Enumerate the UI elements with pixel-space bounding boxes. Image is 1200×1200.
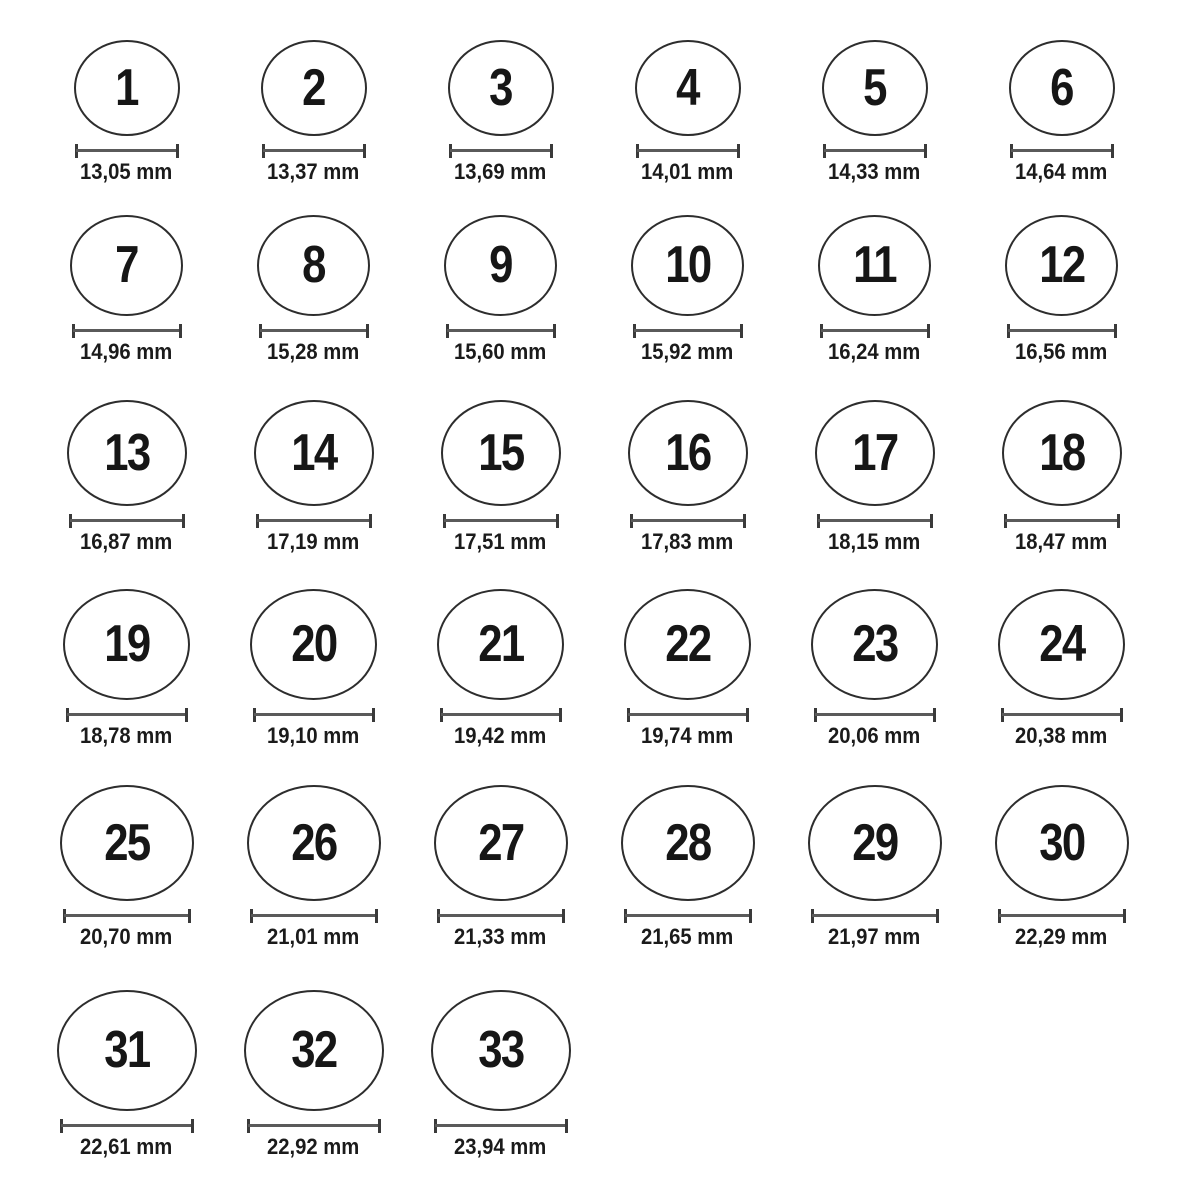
ring-size-cell: [33, 949, 220, 1159]
measure-bar: [821, 329, 929, 332]
diameter-measure-line: [60, 1119, 194, 1133]
ring-circle: [244, 990, 384, 1111]
ring-size-number: 19: [103, 615, 150, 674]
ring-circle: [444, 215, 557, 316]
measure-tick-right: [550, 144, 553, 158]
ring-circle: [74, 40, 180, 136]
ring-circle: [257, 215, 370, 316]
diameter-measure-line: [630, 514, 746, 528]
measure-bar: [248, 1124, 380, 1127]
ring-size-cell: [33, 364, 220, 554]
diameter-measure-line: [633, 324, 743, 338]
ring-size-number: 8: [302, 236, 325, 295]
diameter-measure-line: [75, 144, 179, 158]
diameter-measure-line: [1001, 708, 1123, 722]
measure-bar: [815, 713, 935, 716]
measure-bar: [251, 914, 377, 917]
measure-tick-right: [176, 144, 179, 158]
ring-size-cell: [781, 748, 968, 949]
measure-bar: [628, 713, 748, 716]
ring-circle: [448, 40, 554, 136]
measure-bar: [254, 713, 374, 716]
chart-row: [33, 2, 1200, 184]
measure-bar: [1008, 329, 1116, 332]
ring-size-number: 28: [664, 813, 711, 872]
ring-size-number: 25: [103, 813, 150, 872]
diameter-label: 18,47 mm: [1015, 528, 1108, 554]
ring-size-number: 18: [1038, 423, 1085, 482]
diameter-label: 16,24 mm: [828, 338, 921, 364]
measure-bar: [438, 914, 564, 917]
ring-size-cell: [968, 2, 1155, 184]
diameter-measure-line: [437, 909, 565, 923]
ring-size-cell: [33, 2, 220, 184]
ring-circle: [818, 215, 931, 316]
ring-circle: [441, 400, 561, 506]
diameter-label: 20,06 mm: [828, 722, 921, 748]
ring-size-cell: [594, 554, 781, 748]
measure-tick-right: [1111, 144, 1114, 158]
diameter-measure-line: [66, 708, 188, 722]
chart-row: [33, 748, 1200, 949]
ring-size-number: 21: [477, 615, 524, 674]
diameter-label: 18,15 mm: [828, 528, 921, 554]
diameter-measure-line: [443, 514, 559, 528]
diameter-label: 14,01 mm: [641, 158, 734, 184]
ring-circle: [63, 589, 190, 700]
ring-circle: [624, 589, 751, 700]
ring-size-number: 30: [1038, 813, 1085, 872]
diameter-label: 17,51 mm: [454, 528, 547, 554]
ring-size-number: 11: [853, 236, 896, 295]
diameter-label: 20,70 mm: [80, 923, 173, 949]
ring-size-cell: [781, 2, 968, 184]
measure-bar: [61, 1124, 193, 1127]
measure-tick-right: [933, 708, 936, 722]
measure-tick-right: [363, 144, 366, 158]
diameter-label: 17,19 mm: [267, 528, 360, 554]
diameter-label: 21,65 mm: [641, 923, 734, 949]
measure-bar: [824, 149, 926, 152]
ring-circle: [437, 589, 564, 700]
measure-tick-right: [927, 324, 930, 338]
ring-circle: [808, 785, 942, 901]
measure-tick-right: [565, 1119, 568, 1133]
ring-size-number: 14: [290, 423, 337, 482]
measure-bar: [76, 149, 178, 152]
ring-size-cell: [781, 554, 968, 748]
diameter-label: 13,69 mm: [454, 158, 547, 184]
measure-tick-right: [1120, 708, 1123, 722]
measure-tick-right: [185, 708, 188, 722]
diameter-label: 18,78 mm: [80, 722, 173, 748]
ring-size-cell: [220, 184, 407, 364]
measure-tick-right: [553, 324, 556, 338]
ring-circle: [434, 785, 568, 901]
ring-size-cell: [33, 748, 220, 949]
diameter-measure-line: [449, 144, 553, 158]
diameter-measure-line: [63, 909, 191, 923]
diameter-measure-line: [1010, 144, 1114, 158]
diameter-measure-line: [69, 514, 185, 528]
ring-size-number: 16: [664, 423, 711, 482]
diameter-measure-line: [250, 909, 378, 923]
diameter-measure-line: [820, 324, 930, 338]
diameter-label: 15,28 mm: [267, 338, 360, 364]
ring-size-number: 5: [863, 58, 886, 117]
measure-bar: [634, 329, 742, 332]
diameter-measure-line: [998, 909, 1126, 923]
measure-bar: [812, 914, 938, 917]
ring-circle: [70, 215, 183, 316]
diameter-measure-line: [440, 708, 562, 722]
measure-tick-right: [930, 514, 933, 528]
diameter-label: 16,56 mm: [1015, 338, 1108, 364]
measure-tick-right: [1123, 909, 1126, 923]
ring-size-number: 32: [290, 1021, 337, 1080]
ring-circle: [815, 400, 935, 506]
ring-size-cell: [33, 184, 220, 364]
measure-bar: [999, 914, 1125, 917]
diameter-label: 21,01 mm: [267, 923, 360, 949]
diameter-label: 22,29 mm: [1015, 923, 1108, 949]
ring-size-number: 3: [489, 58, 512, 117]
ring-size-cell: [407, 2, 594, 184]
measure-bar: [70, 519, 184, 522]
measure-bar: [435, 1124, 567, 1127]
ring-size-number: 33: [477, 1021, 524, 1080]
diameter-label: 22,61 mm: [80, 1133, 173, 1159]
diameter-label: 19,42 mm: [454, 722, 547, 748]
diameter-measure-line: [624, 909, 752, 923]
diameter-label: 13,05 mm: [80, 158, 173, 184]
ring-circle: [57, 990, 197, 1111]
ring-circle: [431, 990, 571, 1111]
diameter-label: 13,37 mm: [267, 158, 360, 184]
measure-bar: [64, 914, 190, 917]
diameter-measure-line: [72, 324, 182, 338]
measure-tick-right: [936, 909, 939, 923]
measure-tick-right: [749, 909, 752, 923]
diameter-measure-line: [814, 708, 936, 722]
ring-size-number: 2: [302, 58, 325, 117]
diameter-label: 23,94 mm: [454, 1133, 547, 1159]
ring-size-number: 26: [290, 813, 337, 872]
ring-size-number: 10: [664, 236, 711, 295]
diameter-measure-line: [1007, 324, 1117, 338]
measure-tick-right: [1117, 514, 1120, 528]
measure-tick-right: [924, 144, 927, 158]
diameter-measure-line: [247, 1119, 381, 1133]
measure-bar: [637, 149, 739, 152]
measure-tick-right: [378, 1119, 381, 1133]
ring-size-cell: [220, 949, 407, 1159]
measure-bar: [818, 519, 932, 522]
ring-size-cell: [407, 554, 594, 748]
ring-circle: [60, 785, 194, 901]
ring-size-cell: [220, 2, 407, 184]
ring-size-cell: [968, 748, 1155, 949]
measure-tick-right: [740, 324, 743, 338]
measure-tick-right: [556, 514, 559, 528]
ring-size-cell: [407, 748, 594, 949]
ring-size-number: 6: [1050, 58, 1073, 117]
ring-size-cell: [220, 364, 407, 554]
diameter-label: 14,96 mm: [80, 338, 173, 364]
measure-tick-right: [369, 514, 372, 528]
measure-bar: [73, 329, 181, 332]
ring-circle: [995, 785, 1129, 901]
ring-size-cell: [968, 364, 1155, 554]
ring-size-number: 27: [477, 813, 524, 872]
ring-size-number: 23: [851, 615, 898, 674]
ring-circle: [1005, 215, 1118, 316]
diameter-label: 19,74 mm: [641, 722, 734, 748]
diameter-measure-line: [256, 514, 372, 528]
diameter-label: 15,92 mm: [641, 338, 734, 364]
measure-tick-right: [375, 909, 378, 923]
measure-bar: [1002, 713, 1122, 716]
ring-circle: [254, 400, 374, 506]
measure-bar: [447, 329, 555, 332]
diameter-label: 14,64 mm: [1015, 158, 1108, 184]
ring-circle: [67, 400, 187, 506]
ring-circle: [811, 589, 938, 700]
ring-size-number: 17: [851, 423, 898, 482]
measure-bar: [631, 519, 745, 522]
ring-circle: [635, 40, 741, 136]
diameter-label: 15,60 mm: [454, 338, 547, 364]
diameter-measure-line: [636, 144, 740, 158]
ring-size-cell: [407, 949, 594, 1159]
ring-size-cell: [781, 364, 968, 554]
ring-size-cell: [968, 554, 1155, 748]
ring-size-number: 12: [1038, 236, 1085, 295]
diameter-label: 21,33 mm: [454, 923, 547, 949]
diameter-label: 17,83 mm: [641, 528, 734, 554]
ring-size-number: 20: [290, 615, 337, 674]
measure-tick-right: [737, 144, 740, 158]
diameter-measure-line: [434, 1119, 568, 1133]
diameter-measure-line: [446, 324, 556, 338]
ring-circle: [1002, 400, 1122, 506]
measure-bar: [260, 329, 368, 332]
ring-circle: [631, 215, 744, 316]
ring-size-cell: [968, 184, 1155, 364]
diameter-label: 16,87 mm: [80, 528, 173, 554]
measure-tick-right: [366, 324, 369, 338]
diameter-label: 14,33 mm: [828, 158, 921, 184]
ring-circle: [247, 785, 381, 901]
measure-bar: [1011, 149, 1113, 152]
diameter-measure-line: [823, 144, 927, 158]
ring-size-cell: [594, 184, 781, 364]
ring-size-number: 13: [103, 423, 150, 482]
ring-size-number: 9: [489, 236, 512, 295]
measure-bar: [441, 713, 561, 716]
ring-circle: [822, 40, 928, 136]
measure-tick-right: [372, 708, 375, 722]
diameter-measure-line: [811, 909, 939, 923]
diameter-measure-line: [259, 324, 369, 338]
ring-size-cell: [220, 748, 407, 949]
ring-size-cell: [407, 364, 594, 554]
ring-circle: [261, 40, 367, 136]
diameter-label: 21,97 mm: [828, 923, 921, 949]
chart-row: [33, 364, 1200, 554]
measure-bar: [67, 713, 187, 716]
measure-tick-right: [179, 324, 182, 338]
ring-size-cell: [781, 184, 968, 364]
ring-size-number: 7: [115, 236, 138, 295]
diameter-measure-line: [627, 708, 749, 722]
diameter-label: 20,38 mm: [1015, 722, 1108, 748]
ring-circle: [628, 400, 748, 506]
ring-size-number: 4: [676, 58, 699, 117]
measure-bar: [450, 149, 552, 152]
ring-size-number: 29: [851, 813, 898, 872]
chart-row: [33, 554, 1200, 748]
ring-size-cell: [594, 2, 781, 184]
measure-tick-right: [743, 514, 746, 528]
diameter-measure-line: [253, 708, 375, 722]
diameter-measure-line: [1004, 514, 1120, 528]
ring-circle: [998, 589, 1125, 700]
ring-size-cell: [407, 184, 594, 364]
measure-tick-right: [191, 1119, 194, 1133]
diameter-label: 19,10 mm: [267, 722, 360, 748]
ring-size-cell: [33, 554, 220, 748]
measure-bar: [1005, 519, 1119, 522]
measure-tick-right: [562, 909, 565, 923]
measure-bar: [257, 519, 371, 522]
measure-bar: [263, 149, 365, 152]
ring-size-number: 1: [115, 58, 138, 117]
ring-size-cell: [220, 554, 407, 748]
measure-tick-right: [182, 514, 185, 528]
ring-size-cell: [594, 748, 781, 949]
diameter-measure-line: [817, 514, 933, 528]
diameter-label: 22,92 mm: [267, 1133, 360, 1159]
measure-tick-right: [559, 708, 562, 722]
measure-tick-right: [1114, 324, 1117, 338]
measure-bar: [625, 914, 751, 917]
ring-size-number: 15: [477, 423, 524, 482]
ring-circle: [1009, 40, 1115, 136]
ring-size-number: 22: [664, 615, 711, 674]
chart-row: [33, 184, 1200, 364]
ring-size-number: 31: [103, 1021, 150, 1080]
chart-row: [33, 949, 1200, 1159]
measure-tick-right: [746, 708, 749, 722]
measure-bar: [444, 519, 558, 522]
ring-size-cell: [594, 364, 781, 554]
ring-circle: [621, 785, 755, 901]
ring-circle: [250, 589, 377, 700]
diameter-measure-line: [262, 144, 366, 158]
ring-size-number: 24: [1038, 615, 1085, 674]
measure-tick-right: [188, 909, 191, 923]
